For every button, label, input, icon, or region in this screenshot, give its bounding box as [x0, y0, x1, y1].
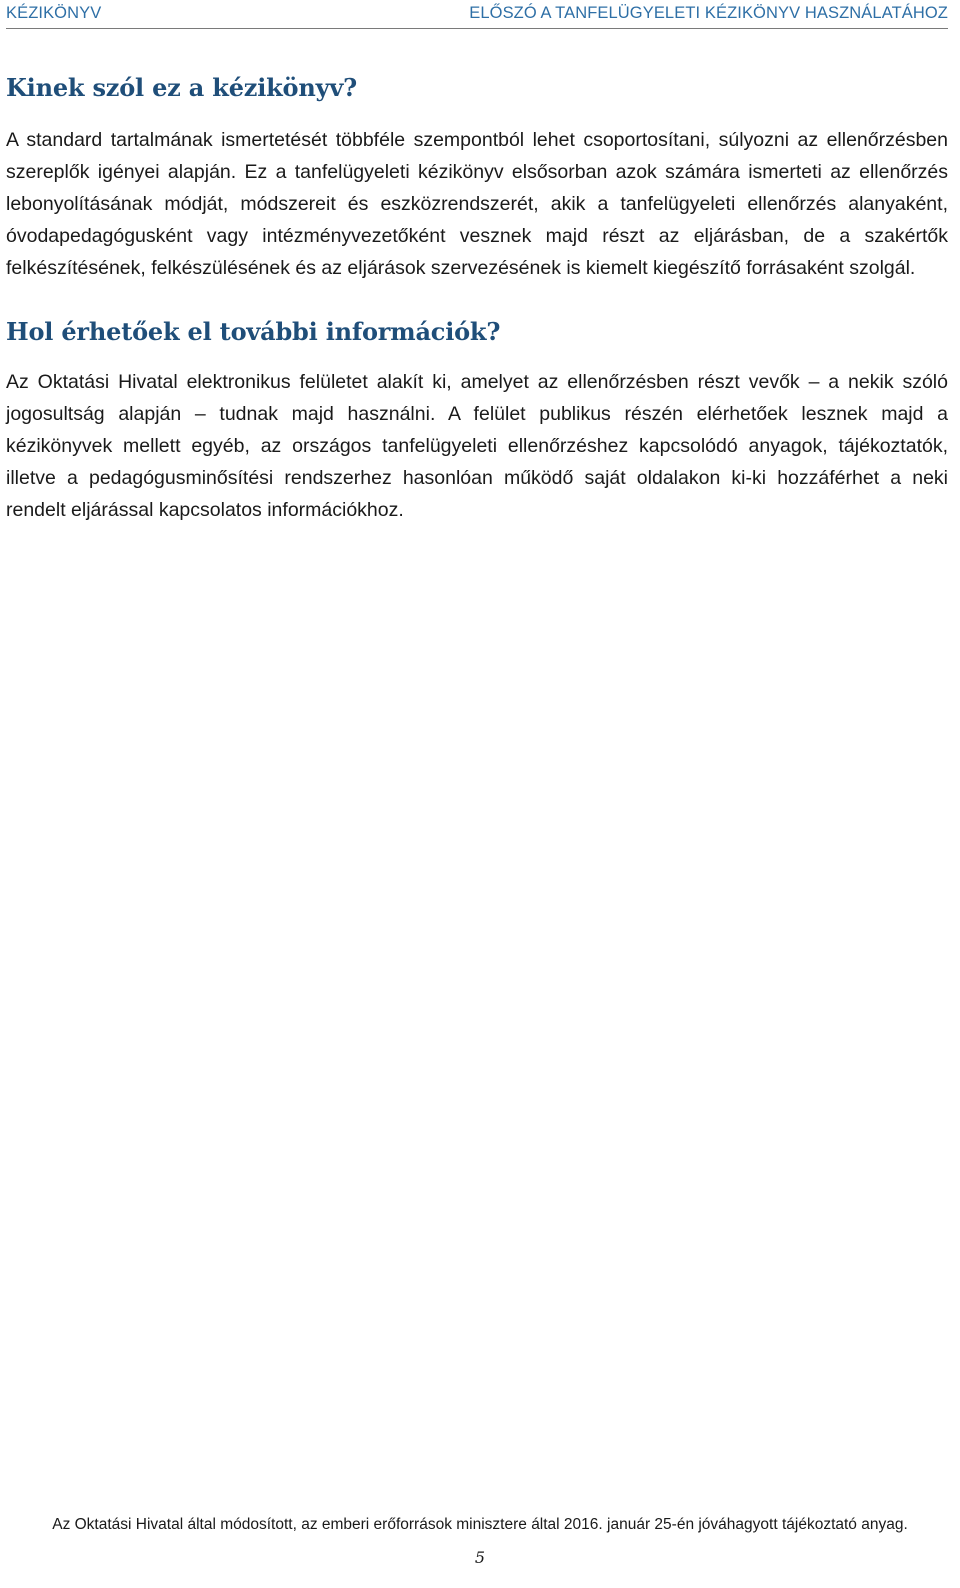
page-number: 5 [474, 1548, 486, 1567]
section-paragraph-audience: A standard tartalmának ismertetését többféle szempontból lehet csoportosítani, súlyozni az ellenőrzésben szereplők igényei alapján. Ez a tanfelügyeleti kézikönyv elsősorban azok számára ismerteti az ellenőrzés lebonyolításának módját, módszereit és eszközrendszerét, akik a tanfelügyeleti ellenőrzés alanyaként, óvodapedagógusként vagy intézményvezetőként vesznek majd részt az eljárásban, de a szakértők felkészítésének, felkészülésének és az eljárások szervezésének is kiemelt kiegészítő forrásaként szolgál. [6, 129, 948, 279]
document-body [6, 70, 948, 526]
header-right-title: ELŐSZÓ A TANFELÜGYELETI KÉZIKÖNYV HASZNÁLATÁHOZ [469, 4, 948, 22]
section-heading-more-info: Hol érhetőek el további információk? [6, 317, 501, 346]
header-left-title: KÉZIKÖNYV [6, 4, 102, 22]
footer-note: Az Oktatási Hivatal által módosított, az emberi erőforrások minisztere által 2016. január 25-én jóváhagyott tájékoztató anyag. [52, 1516, 908, 1533]
section-paragraph-more-info: Az Oktatási Hivatal elektronikus felületet alakít ki, amelyet az ellenőrzésben részt vevők – a nekik szóló jogosultság alapján – tudnak majd használni. A felület publikus részén elérhetőek lesznek majd a kézikönyvek mellett egyéb, az országos tanfelügyeleti ellenőrzéshez kapcsolódó anyagok, tájékoztatók, illetve a pedagógusminősítési rendszerhez hasonlóan működő saját oldalakon ki-ki hozzáférhet a neki rendelt eljárással kapcsolatos információkhoz. [6, 371, 948, 521]
page-header [6, 4, 948, 29]
section-heading-audience: Kinek szól ez a kézikönyv? [6, 73, 357, 102]
